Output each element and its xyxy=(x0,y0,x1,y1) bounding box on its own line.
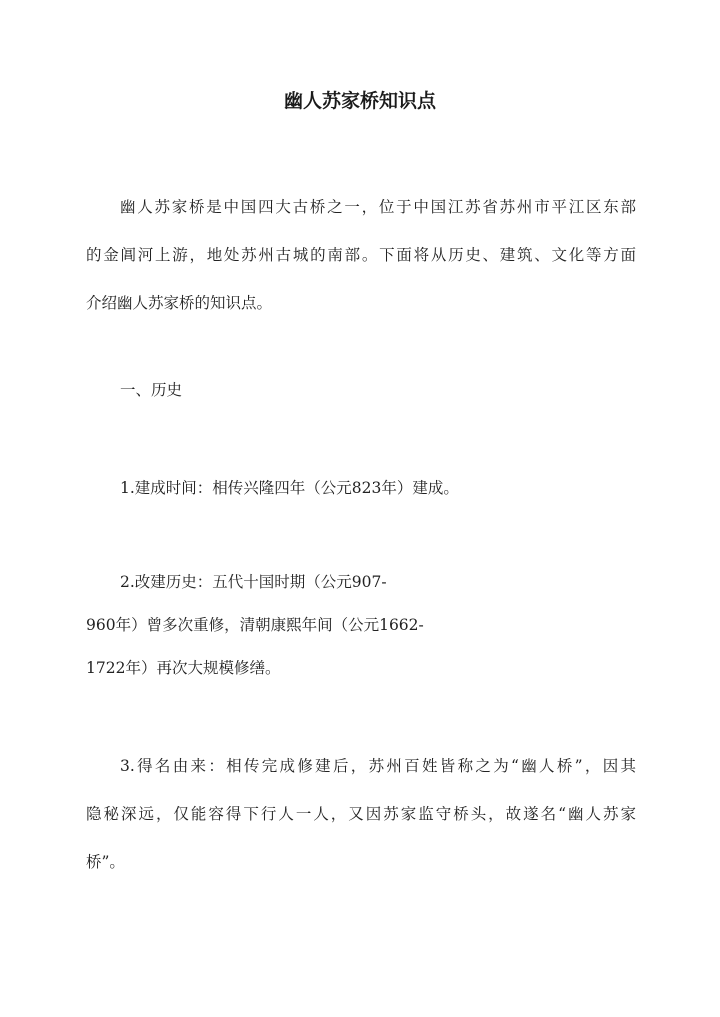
history-item-2 xyxy=(86,568,636,682)
item-line: 3.得名由来：相传完成修建后，苏州百姓皆称之为“幽人桥”，因其 xyxy=(120,757,636,775)
item-line: 2.改建历史：五代十国时期（公元907- xyxy=(120,573,387,591)
item-line: 1.建成时间：相传兴隆四年（公元823年）建成。 xyxy=(120,479,459,497)
item-line: 960年）曾多次重修，清朝康熙年间（公元1662- xyxy=(86,616,424,634)
history-item-3 xyxy=(86,752,636,876)
document-title: 幽人苏家桥知识点 xyxy=(283,90,436,112)
intro-line: 介绍幽人苏家桥的知识点。 xyxy=(86,294,273,312)
history-item-1 xyxy=(86,474,636,502)
section-heading: 一、历史 xyxy=(120,381,183,399)
intro-paragraph xyxy=(86,193,636,317)
section-heading-history xyxy=(86,376,636,404)
intro-line: 幽人苏家桥是中国四大古桥之一，位于中国江苏省苏州市平江区东部 xyxy=(120,198,636,216)
item-line: 隐秘深远，仅能容得下行人一人，又因苏家监守桥头，故遂名“幽人苏家 xyxy=(86,805,636,823)
intro-line: 的金阊河上游，地处苏州古城的南部。下面将从历史、建筑、文化等方面 xyxy=(86,246,636,264)
item-line: 桥”。 xyxy=(86,853,125,871)
item-line: 1722年）再次大规模修缮。 xyxy=(86,659,281,677)
